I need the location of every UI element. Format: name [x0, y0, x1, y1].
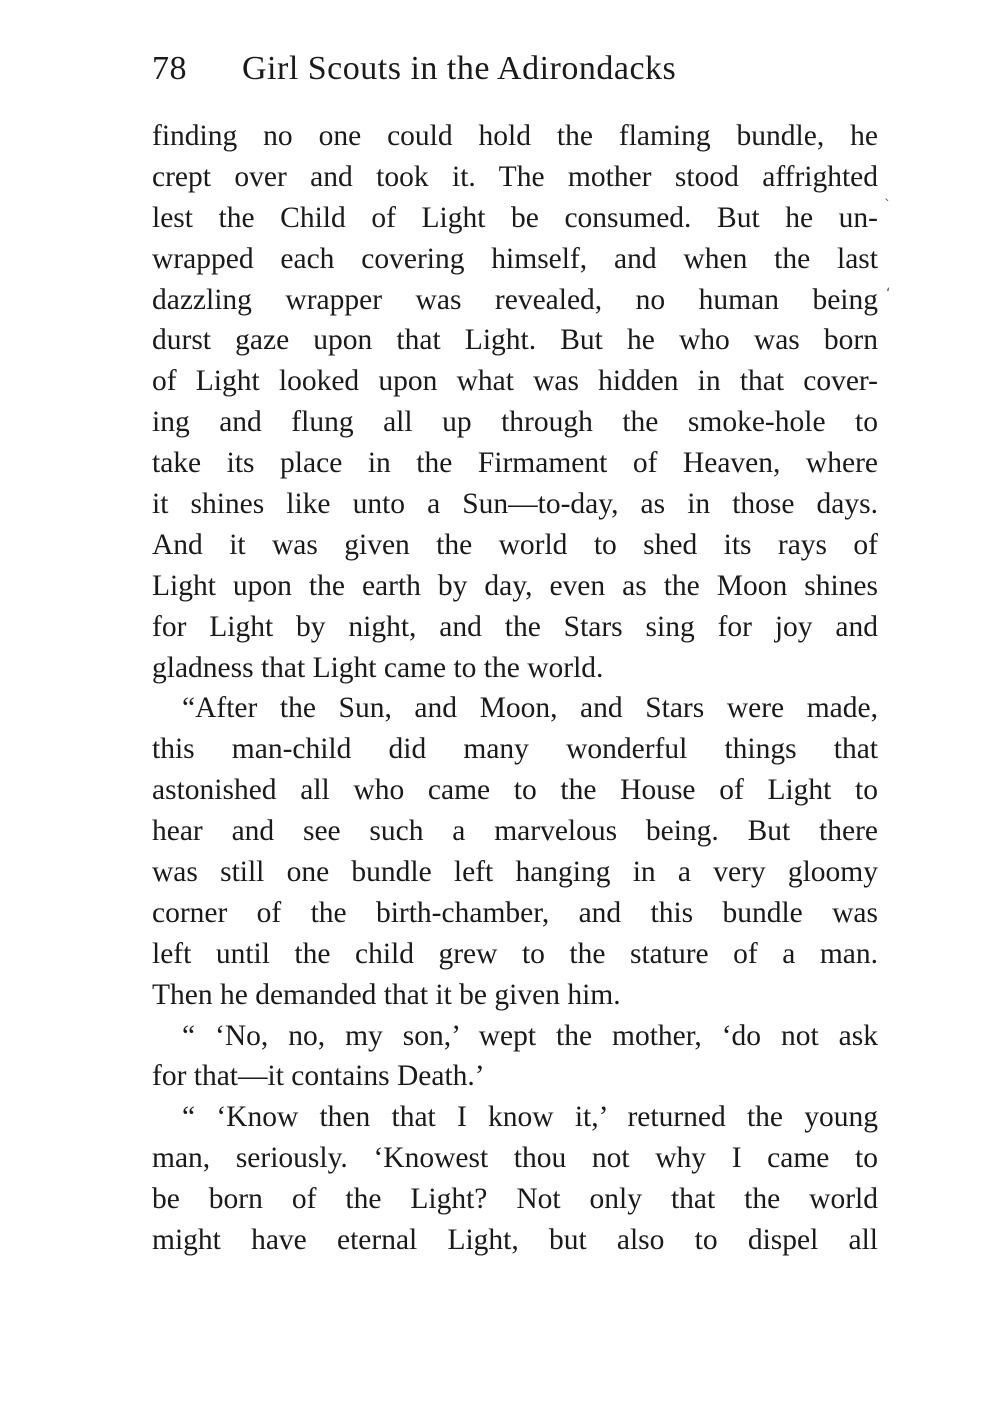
text-line: finding no one could hold the flaming bundle, he — [152, 120, 878, 152]
text-line: “After the Sun, and Moon, and Stars were made, — [182, 692, 878, 725]
text-line: And it was given the world to shed its rays of — [152, 528, 878, 561]
book-title: Girl Scouts in the Adirondacks — [242, 50, 677, 87]
text-line: lest the Child of Light be consumed. But he un- — [152, 201, 878, 234]
text-line: “ ‘Know then that I know it,’ returned the young — [182, 1101, 878, 1134]
text-line: astonished all who came to the House of Light to — [152, 774, 878, 807]
text-line: this man-child did many wonderful things that — [152, 733, 878, 766]
running-head — [152, 46, 878, 92]
text-line: for Light by night, and the Stars sing for joy and — [152, 610, 878, 643]
text-line: dazzling wrapper was revealed, no human being — [152, 283, 878, 316]
margin-mark: ʻ — [886, 286, 891, 302]
text-line: was still one bundle left hanging in a very gloomy — [152, 856, 878, 889]
text-line: Light upon the earth by day, even as the Moon shines — [152, 569, 878, 602]
text-line: of Light looked upon what was hidden in that cover- — [152, 365, 878, 398]
paragraph — [152, 116, 878, 688]
margin-mark: ` — [884, 198, 891, 214]
text-line: be born of the Light? Not only that the world — [152, 1183, 878, 1216]
text-line: Then he demanded that it be given him. — [152, 978, 621, 1011]
text-line: for that—it contains Death.’ — [152, 1060, 485, 1093]
book-page — [152, 46, 878, 1261]
text-line: crept over and took it. The mother stood affrighted — [152, 160, 878, 193]
text-line: durst gaze upon that Light. But he who was born — [152, 324, 878, 357]
text-line: wrapped each covering himself, and when the last — [152, 242, 878, 275]
text-line: “ ‘No, no, my son,’ wept the mother, ‘do not ask — [182, 1019, 878, 1052]
text-line: corner of the birth-chamber, and this bundle was — [152, 896, 878, 929]
paragraph — [152, 1097, 878, 1261]
paragraph — [152, 688, 878, 1015]
paragraph — [152, 1016, 878, 1098]
body-text — [152, 116, 878, 1261]
page-number: 78 — [152, 50, 187, 87]
text-line: might have eternal Light, but also to dispel all — [152, 1224, 878, 1257]
text-line: ing and flung all up through the smoke-hole to — [152, 406, 878, 439]
text-line: it shines like unto a Sun—to-day, as in those days. — [152, 488, 878, 521]
text-line: man, seriously. ‘Knowest thou not why I came to — [152, 1142, 878, 1175]
text-line: gladness that Light came to the world. — [152, 651, 604, 684]
text-line: take its place in the Firmament of Heaven, where — [152, 447, 878, 480]
text-line: left until the child grew to the stature of a man. — [152, 937, 878, 970]
text-line: hear and see such a marvelous being. But there — [152, 815, 878, 848]
